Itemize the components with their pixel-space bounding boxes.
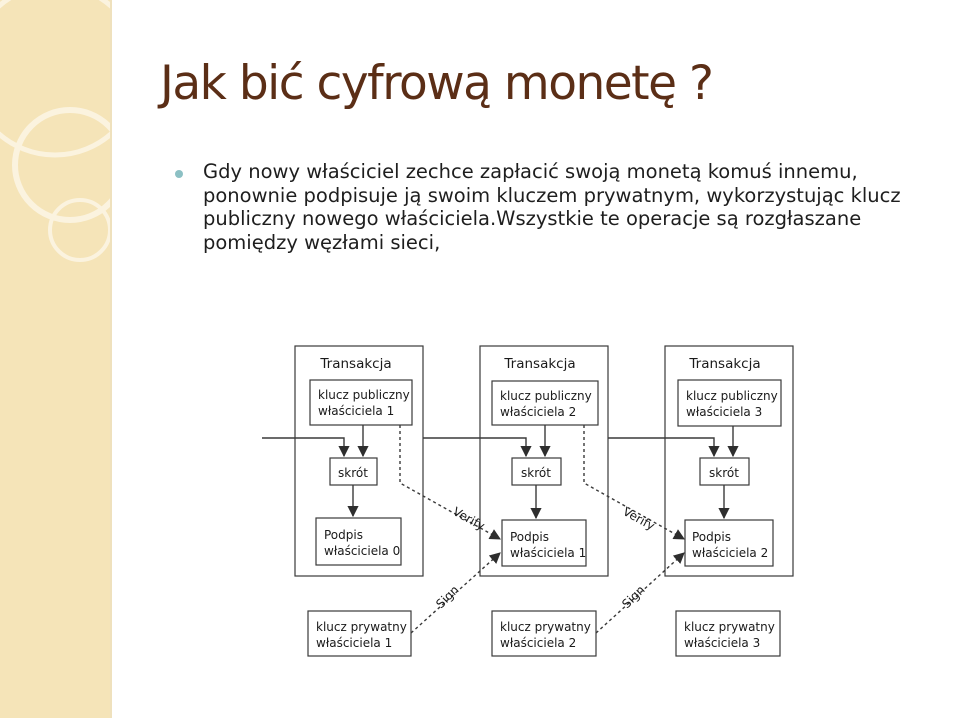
verify-label-2: Verify (620, 504, 658, 534)
slide-title: Jak bić cyfrową monetę ? (160, 56, 713, 111)
transaction-3-title: Transakcja (689, 356, 761, 372)
transaction-1-pubkey (310, 380, 412, 425)
transaction-2-pubkey-line2: właściciela 2 (500, 405, 577, 419)
private-key-2-line2: właściciela 2 (500, 636, 577, 650)
private-key-3-line1: klucz prywatny (684, 620, 775, 634)
private-key-2 (492, 611, 596, 656)
transaction-3-hash-label: skrót (709, 466, 739, 480)
private-key-1 (308, 611, 411, 656)
transaction-1-pubkey-line1: klucz publiczny (318, 388, 410, 402)
sign-label-1: Sign (433, 582, 462, 612)
transaction-2 (480, 346, 608, 576)
sign-label-2: Sign (619, 582, 648, 612)
transaction-1-title: Transakcja (320, 356, 392, 372)
transaction-2-hash-label: skrót (521, 466, 551, 480)
private-key-1-line2: właściciela 1 (316, 636, 393, 650)
private-key-2-line1: klucz prywatny (500, 620, 591, 634)
transaction-1-hash-label: skrót (338, 466, 368, 480)
private-key-3-line2: właściciela 3 (684, 636, 761, 650)
transaction-2-title: Transakcja (504, 356, 576, 372)
transaction-2-sig-line2: właściciela 1 (510, 546, 587, 560)
transaction-1-sig-line1: Podpis (324, 528, 363, 542)
transaction-1-pubkey-line2: właściciela 1 (318, 404, 395, 418)
transaction-3-sig-line2: właściciela 2 (692, 546, 769, 560)
transaction-1-sig-line2: właściciela 0 (324, 544, 401, 558)
private-key-1-line1: klucz prywatny (316, 620, 407, 634)
transaction-1 (295, 346, 423, 576)
transaction-3 (665, 346, 793, 576)
verify-label-1: Verify (450, 504, 488, 534)
transaction-2-pubkey-line1: klucz publiczny (500, 389, 592, 403)
transaction-3-sig-line1: Podpis (692, 530, 731, 544)
private-key-3 (676, 611, 780, 656)
transaction-3-pubkey-line1: klucz publiczny (686, 389, 778, 403)
transaction-3-pubkey (678, 380, 781, 426)
transaction-2-sig-line1: Podpis (510, 530, 549, 544)
transaction-3-pubkey-line2: właściciela 3 (686, 405, 763, 419)
bullet-text: Gdy nowy właściciel zechce zapłacić swoją monetą komuś innemu, ponownie podpisuje ją swoim kluczem prywatnym, wykorzystując klucz publiczny nowego właściciela.Wszystkie te operacje są rozgłaszane pomiędzy węzłami sieci, (203, 160, 901, 255)
